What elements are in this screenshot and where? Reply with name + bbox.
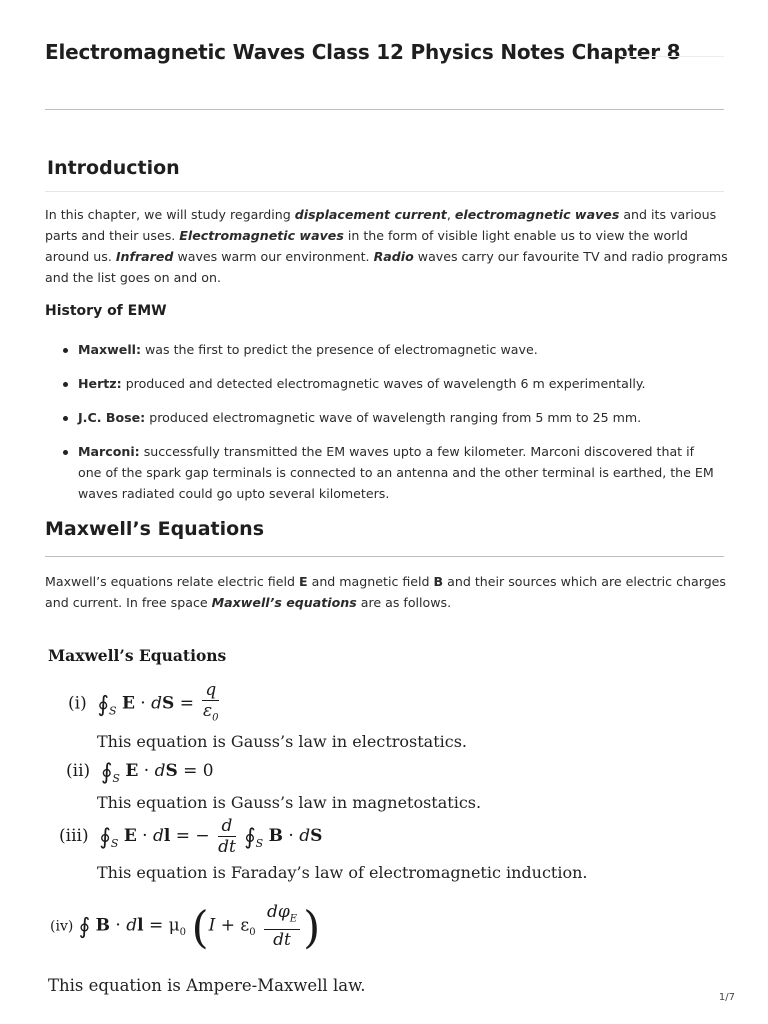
list-item: Maxwell: was the first to predict the presence of electromagnetic wave. — [78, 339, 718, 360]
introduction-heading: Introduction — [47, 157, 180, 179]
equation-3-description: This equation is Faraday’s law of electromagnetic induction. — [97, 863, 588, 882]
equation-1: (i) $∮_S$ E · dS = $\frac{q}{\varepsilon_0}$ — [68, 680, 219, 724]
maxwell-heading: Maxwell’s Equations — [45, 518, 265, 540]
maxwell-equations-image — [40, 630, 720, 1000]
equation-2: (ii) $∮_S$ E · dS = 0 — [66, 760, 214, 785]
list-item: Marconi: successfully transmitted the EM waves upto a few kilometer. Marconi discovered that if one of the spark gap terminals is connected to an antenna and the other terminal is earthed, the EM waves radiated could go upto several kilometers. — [78, 441, 718, 504]
equation-3: (iii) $∮_S$ E · dl = − $\frac{d}{dt}$ $∮_S$ B · dS — [59, 816, 323, 857]
history-heading: History of EMW — [45, 303, 167, 319]
maxwell-paragraph: Maxwell’s equations relate electric field E and magnetic field B and their sources which are electric charges and current. In free space Maxwell’s equations are as follows. — [45, 574, 726, 610]
introduction-divider — [45, 191, 724, 192]
introduction-paragraph: In this chapter, we will study regarding displacement current, electromagnetic waves and its various parts and their uses. Electromagnetic waves in the form of visible light enable us to view the world around us. Infrared waves warm our environment. Radio waves carry our favourite TV and radio programs and the list goes on and on. — [45, 207, 728, 285]
equation-4-description: This equation is Ampere-Maxwell law. — [48, 976, 366, 995]
title-faint-divider — [622, 56, 724, 57]
list-item: Hertz: produced and detected electromagnetic waves of wavelength 6 m experimentally. — [78, 373, 718, 394]
equation-1-description: This equation is Gauss’s law in electrostatics. — [97, 732, 468, 751]
equation-4: (iv) ∮ B · dl = $\mu_0$ ($I + \varepsilon_0$ $\frac{d\varphi_E}{dt}$ ) — [50, 902, 321, 954]
title-divider — [45, 109, 724, 110]
equation-2-description: This equation is Gauss’s law in magnetostatics. — [97, 793, 482, 812]
page-number: 1/7 — [718, 992, 735, 1003]
equations-image-heading: Maxwell’s Equations — [48, 646, 227, 665]
maxwell-divider — [45, 556, 724, 557]
list-item: J.C. Bose: produced electromagnetic wave of wavelength ranging from 5 mm to 25 mm. — [78, 407, 718, 428]
page-title: Electromagnetic Waves Class 12 Physics Notes Chapter 8 — [45, 40, 681, 64]
